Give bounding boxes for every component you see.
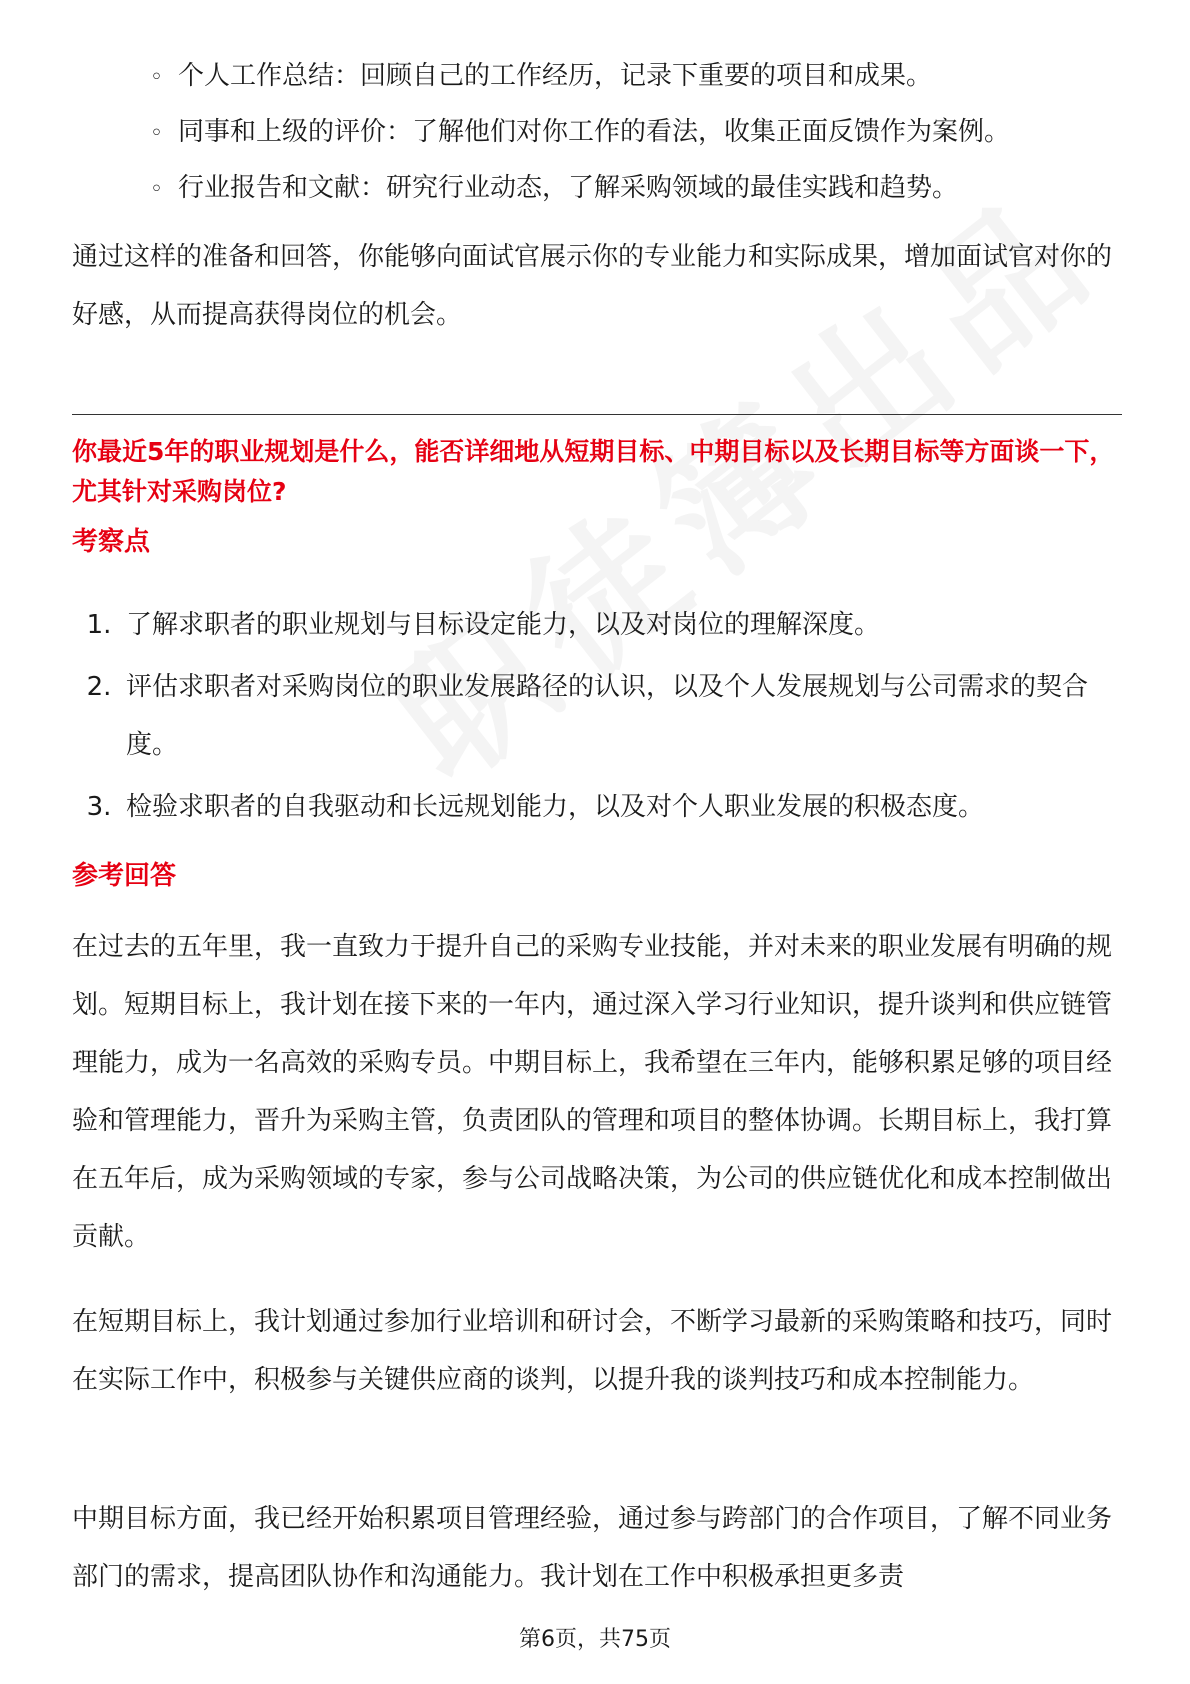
list-item <box>72 658 1132 774</box>
item-number: 3. <box>86 792 112 822</box>
assessment-points-list <box>72 596 1132 840</box>
answer-paragraph: 在过去的五年里，我一直致力于提升自己的采购专业技能，并对未来的职业发展有明确的规划。短期目标上，我计划在接下来的一年内，通过深入学习行业知识，提升谈判和供应链管理能力，成为一名高效的采购专员。中期目标上，我希望在三年内，能够积累足够的项目经验和管理能力，晋升为采购主管，负责团队的管理和项目的整体协调。长期目标上，我打算在五年后，成为采购领域的专家，参与公司战略决策，为公司的供应链优化和成本控制做出贡献。 <box>72 932 1113 1252</box>
bullet-text: 同事和上级的评价：了解他们对你工作的看法，收集正面反馈作为案例。 <box>178 117 1011 147</box>
answer-paragraph: 中期目标方面，我已经开始积累项目管理经验，通过参与跨部门的合作项目，了解不同业务部门的需求，提高团队协作和沟通能力。我计划在工作中积极承担更多责 <box>72 1504 1113 1592</box>
page-number: 第6页，共75页 <box>519 1627 671 1652</box>
source-bullet-list <box>150 48 1130 216</box>
item-number: 2. <box>86 672 112 702</box>
list-item <box>72 596 1132 654</box>
points-heading: 考察点 <box>72 527 151 557</box>
list-item <box>150 160 1130 216</box>
list-item <box>150 48 1130 104</box>
answer-paragraph: 在短期目标上，我计划通过参加行业培训和研讨会，不断学习最新的采购策略和技巧，同时在实际工作中，积极参与关键供应商的谈判，以提升我的谈判技巧和成本控制能力。 <box>72 1307 1113 1395</box>
bullet-mark: ◦ <box>150 121 163 146</box>
item-number: 1. <box>86 610 112 640</box>
item-text: 了解求职者的职业规划与目标设定能力，以及对岗位的理解深度。 <box>126 610 881 640</box>
item-text: 评估求职者对采购岗位的职业发展路径的认识，以及个人发展规划与公司需求的契合度。 <box>126 672 1089 760</box>
list-item <box>72 778 1132 836</box>
bullet-mark: ◦ <box>150 65 163 90</box>
item-text: 检验求职者的自我驱动和长远规划能力，以及对个人职业发展的积极态度。 <box>126 792 985 822</box>
section-divider <box>72 414 1122 415</box>
bullet-text: 个人工作总结：回顾自己的工作经历，记录下重要的项目和成果。 <box>178 61 933 91</box>
answer-heading: 参考回答 <box>72 861 177 891</box>
conclusion-paragraph: 通过这样的准备和回答，你能够向面试官展示你的专业能力和实际成果，增加面试官对你的好感，从而提高获得岗位的机会。 <box>72 242 1113 330</box>
bullet-text: 行业报告和文献：研究行业动态，了解采购领域的最佳实践和趋势。 <box>178 173 959 203</box>
bullet-mark: ◦ <box>150 177 163 202</box>
interview-question: 你最近5年的职业规划是什么，能否详细地从短期目标、中期目标以及长期目标等方面谈一下，尤其针对采购岗位? <box>72 437 1115 506</box>
list-item <box>150 104 1130 160</box>
